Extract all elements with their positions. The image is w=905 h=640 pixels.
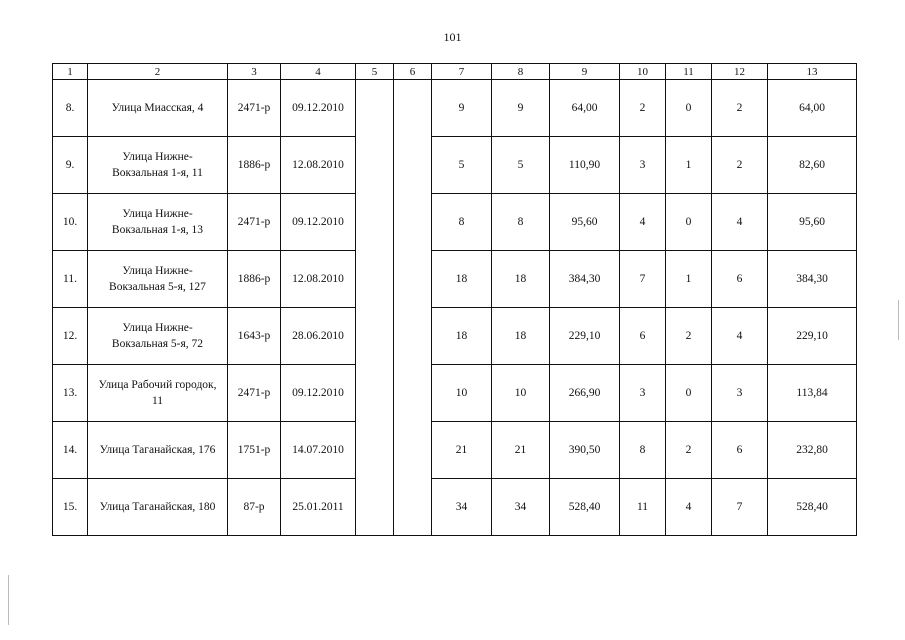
table-cell: 64,00 [550, 80, 620, 137]
column-number-row [53, 64, 857, 80]
column-header: 4 [281, 64, 356, 80]
empty-merged-cell [394, 80, 432, 536]
table-cell: Улица Таганайская, 180 [88, 479, 228, 536]
table-body [53, 80, 857, 536]
table-cell: Улица Нижне- Вокзальная 5-я, 127 [88, 251, 228, 308]
table-cell: 528,40 [768, 479, 857, 536]
table-cell: 232,80 [768, 422, 857, 479]
table-cell: 9 [492, 80, 550, 137]
table-cell: 34 [432, 479, 492, 536]
table-cell: 7 [620, 251, 666, 308]
table-cell: 2 [666, 308, 712, 365]
table-row [53, 308, 857, 365]
table-cell: 8 [620, 422, 666, 479]
table-cell: 3 [620, 365, 666, 422]
table-cell: 8 [492, 194, 550, 251]
table-cell: 9. [53, 137, 88, 194]
table-cell: 1886-р [228, 251, 281, 308]
table-cell: 0 [666, 80, 712, 137]
table-cell: 6 [620, 308, 666, 365]
table-cell: 95,60 [550, 194, 620, 251]
column-header: 12 [712, 64, 768, 80]
table-cell: 12. [53, 308, 88, 365]
table-cell: 3 [620, 137, 666, 194]
column-header: 1 [53, 64, 88, 80]
table-cell: 0 [666, 194, 712, 251]
table-row [53, 194, 857, 251]
table-cell: 1 [666, 137, 712, 194]
table-cell: 5 [432, 137, 492, 194]
column-header: 7 [432, 64, 492, 80]
table-cell: 7 [712, 479, 768, 536]
table-cell: 5 [492, 137, 550, 194]
table-cell: 95,60 [768, 194, 857, 251]
table-row [53, 137, 857, 194]
table-cell: Улица Рабочий городок, 11 [88, 365, 228, 422]
table-row [53, 251, 857, 308]
table-cell: 229,10 [768, 308, 857, 365]
table-cell: 0 [666, 365, 712, 422]
table-row [53, 365, 857, 422]
table-cell: 113,84 [768, 365, 857, 422]
table-cell: 4 [666, 479, 712, 536]
table-cell: 18 [492, 308, 550, 365]
table-cell: 3 [712, 365, 768, 422]
column-header: 3 [228, 64, 281, 80]
table-cell: 390,50 [550, 422, 620, 479]
column-header: 2 [88, 64, 228, 80]
column-header: 8 [492, 64, 550, 80]
table-cell: 87-р [228, 479, 281, 536]
table-cell: 12.08.2010 [281, 137, 356, 194]
table-cell: 82,60 [768, 137, 857, 194]
table-cell: 1 [666, 251, 712, 308]
table-cell: 21 [432, 422, 492, 479]
table-cell: 2471-р [228, 365, 281, 422]
table-cell: 110,90 [550, 137, 620, 194]
table-cell: 28.06.2010 [281, 308, 356, 365]
table-cell: 34 [492, 479, 550, 536]
table-cell: 229,10 [550, 308, 620, 365]
table-cell: 09.12.2010 [281, 365, 356, 422]
table-cell: 4 [712, 308, 768, 365]
table-cell: Улица Нижне- Вокзальная 5-я, 72 [88, 308, 228, 365]
table-cell: 21 [492, 422, 550, 479]
table-cell: 2471-р [228, 194, 281, 251]
table-cell: Улица Таганайская, 176 [88, 422, 228, 479]
table-cell: 8 [432, 194, 492, 251]
table-cell: 9 [432, 80, 492, 137]
table-cell: 12.08.2010 [281, 251, 356, 308]
table-cell: 2 [712, 80, 768, 137]
table-row [53, 80, 857, 137]
table-cell: 1886-р [228, 137, 281, 194]
table-cell: 64,00 [768, 80, 857, 137]
table-cell: 18 [432, 251, 492, 308]
scan-artifact [898, 300, 899, 340]
table-cell: 10. [53, 194, 88, 251]
table-cell: 13. [53, 365, 88, 422]
column-header: 9 [550, 64, 620, 80]
table-cell: 11. [53, 251, 88, 308]
table-cell: 8. [53, 80, 88, 137]
table-cell: 14. [53, 422, 88, 479]
column-header: 10 [620, 64, 666, 80]
table-cell: 2471-р [228, 80, 281, 137]
housing-table [52, 63, 857, 536]
table-cell: 6 [712, 422, 768, 479]
table-cell: 15. [53, 479, 88, 536]
table-cell: 10 [492, 365, 550, 422]
table-row [53, 479, 857, 536]
table-cell: 10 [432, 365, 492, 422]
table-cell: Улица Миасская, 4 [88, 80, 228, 137]
table-cell: 25.01.2011 [281, 479, 356, 536]
table-cell: 266,90 [550, 365, 620, 422]
table-cell: 4 [620, 194, 666, 251]
table-cell: 4 [712, 194, 768, 251]
table-cell: 1751-р [228, 422, 281, 479]
column-header: 11 [666, 64, 712, 80]
table-cell: 384,30 [768, 251, 857, 308]
table-row [53, 422, 857, 479]
table-cell: 528,40 [550, 479, 620, 536]
column-header: 5 [356, 64, 394, 80]
table-cell: 2 [712, 137, 768, 194]
table-cell: 18 [432, 308, 492, 365]
empty-merged-cell [356, 80, 394, 536]
table-cell: 1643-р [228, 308, 281, 365]
table-cell: 09.12.2010 [281, 194, 356, 251]
table-cell: Улица Нижне- Вокзальная 1-я, 11 [88, 137, 228, 194]
table-cell: Улица Нижне- Вокзальная 1-я, 13 [88, 194, 228, 251]
table-cell: 2 [620, 80, 666, 137]
table-cell: 18 [492, 251, 550, 308]
table-cell: 384,30 [550, 251, 620, 308]
scan-artifact [8, 575, 9, 625]
page-number: 101 [443, 30, 462, 44]
table-cell: 09.12.2010 [281, 80, 356, 137]
column-header: 13 [768, 64, 857, 80]
table-cell: 14.07.2010 [281, 422, 356, 479]
table-cell: 11 [620, 479, 666, 536]
table-cell: 6 [712, 251, 768, 308]
table-cell: 2 [666, 422, 712, 479]
column-header: 6 [394, 64, 432, 80]
